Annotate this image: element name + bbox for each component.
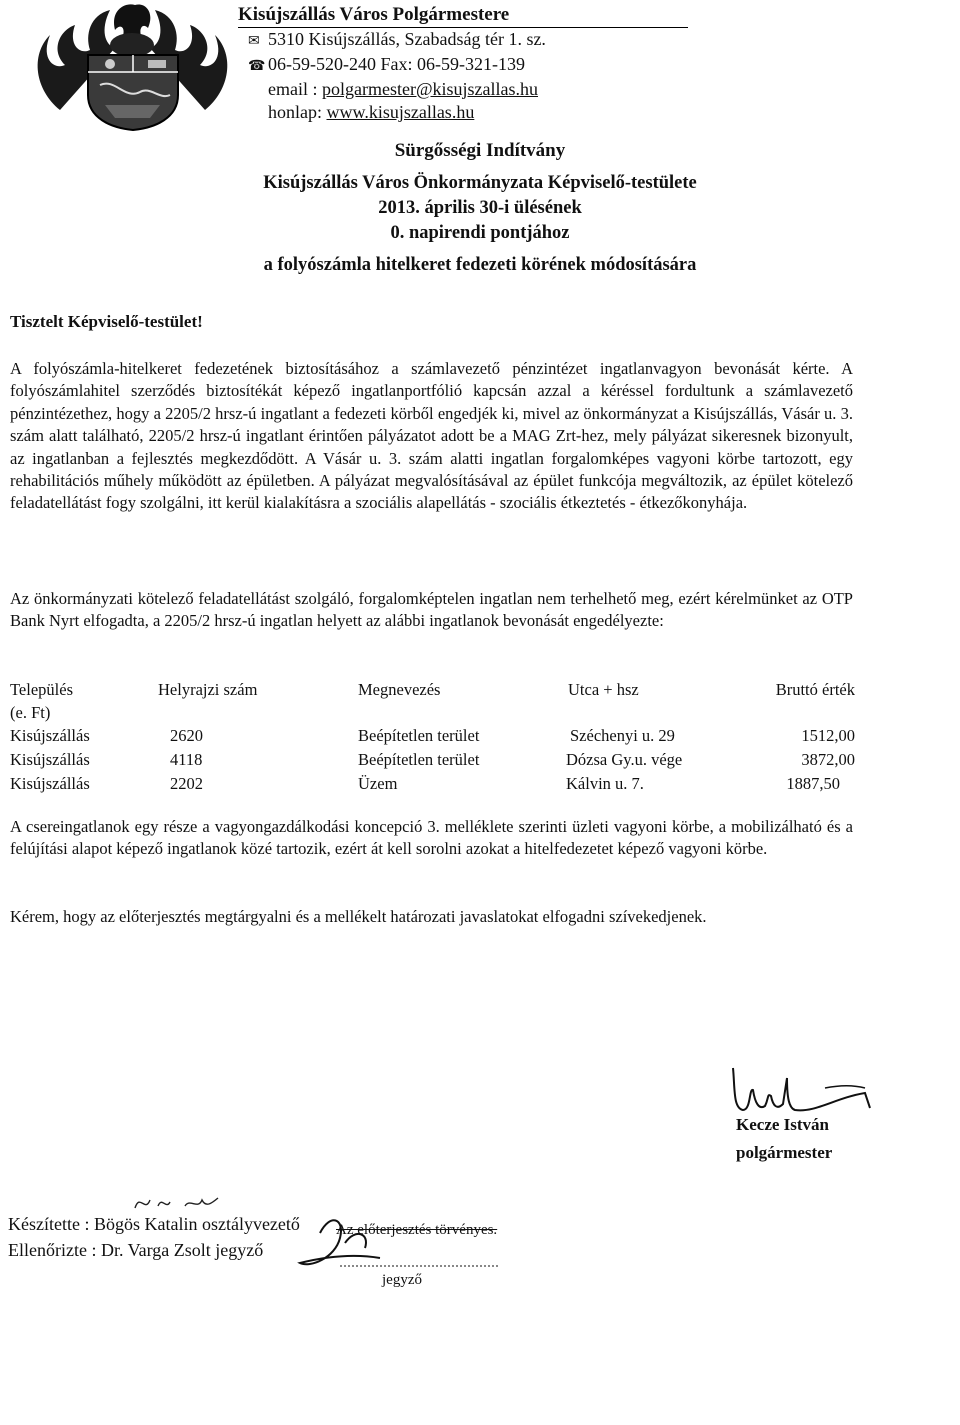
email-line	[268, 78, 698, 101]
col-header-parcel: Helyrajzi szám	[158, 680, 258, 699]
legality-stamp: Az előterjesztés törvényes.	[336, 1222, 498, 1238]
meeting-date: 2013. április 30-i ülésének	[378, 198, 582, 218]
paragraph-2-text: Az önkormányzati kötelező feladatellátást szolgáló, forgalomképtelen ingatlan nem terhelhető meg, ezért kérelmünket az OTP Bank Nyrt elfogadta, a 2205/2 hrsz-ú ingatlan helyett az alábbi ingatlanok bevonását engedélyezte:	[10, 589, 853, 631]
phone-icon: ☎	[248, 59, 266, 74]
cell-settlement: Kisújszállás	[10, 774, 90, 793]
cell-name: Beépítetlen terület	[358, 726, 480, 745]
paragraph-3-text: A csereingatlanok egy része a vagyongazdálkodási koncepció 3. melléklete szerinti üzleti vagyoni körbe, a mobilizálható és a felújítási alapot képező ingatlanok közé tartozik, ezért át kell sorolni azokat a hitelfedezetet képező vagyoni körbe.	[10, 817, 853, 859]
cell-address: Széchenyi u. 29	[570, 726, 675, 745]
cell-parcel: 2620	[170, 726, 203, 745]
envelope-icon: ✉	[248, 34, 260, 49]
mayor-title: polgármester	[736, 1143, 833, 1162]
subject: a folyószámla hitelkeret fedezeti körének módosítására	[263, 255, 697, 275]
table-row	[10, 724, 855, 748]
table-header-row	[10, 678, 855, 701]
checked-by: Ellenőrizte : Dr. Varga Zsolt jegyző	[8, 1240, 264, 1260]
address-text: 5310 Kisújszállás, Szabadság tér 1. sz.	[268, 29, 546, 49]
phone-line	[248, 53, 698, 78]
cell-settlement: Kisújszállás	[10, 726, 90, 745]
paragraph-4-text: Kérem, hogy az előterjesztés megtárgyalni és a mellékelt határozati javaslatokat elfogadni szívekedjenek.	[10, 907, 707, 926]
property-table	[10, 678, 855, 796]
paragraph-1-text: A folyószámla-hitelkeret fedezetének biztosításához a számlavezető pénzintézet ingatlanvagyon bevonását kérte. A folyószámlahitel szerződés biztosítékát képező ingatlanportfólió kapcsán azzal a kéréssel fordultunk a számlavezető pénzintézethez, hogy a 2205/2 hrsz-ú ingatlant a fedezeti körből engedjék ki, mivel az önkormányzat a Kisújszállás, Vásár u. 3. szám alatt található, 2205/2 hrsz-ú ingatlant érintően pályázatot adott be a MAG Zrt-hez, mely pályázat sikeresnek bizonyult, az ingatlanban a fejlesztés megkezdődött. A Vásár u. 3. szám alatti ingatlan forgalomképes vagyoni körbe tartozott, egy rehabilitációs műhely működött az épületben. A pályázat megvalósításával az épület funkcója megváltozik, az épület kötelező feladatellátást fogy szolgálni, itt kerül kialakításra a szociális alapellátás - szociális étkeztetés - étkezőkonyhája.	[10, 359, 853, 513]
letterhead-title: Kisújszállás Város Polgármestere	[238, 4, 688, 28]
prepared-by: Készítette : Bögös Katalin osztályvezető	[8, 1214, 300, 1234]
cell-value: 1512,00	[801, 726, 855, 745]
col-header-value: Bruttó érték	[775, 680, 855, 699]
letterhead	[238, 4, 698, 124]
cell-name: Beépítetlen terület	[358, 750, 480, 769]
col-header-name: Megnevezés	[358, 680, 441, 699]
paragraph-2	[10, 588, 853, 633]
document-type: Sürgősségi Indítvány	[394, 140, 566, 161]
paragraph-4	[10, 906, 853, 928]
col-header-address: Utca + hsz	[568, 680, 639, 699]
col-header-settlement: Település	[10, 680, 73, 699]
cell-value: 1887,50	[786, 774, 840, 793]
cell-parcel: 4118	[170, 750, 203, 769]
email-label: email :	[268, 79, 318, 99]
cell-parcel: 2202	[170, 774, 203, 793]
address-line	[248, 28, 698, 53]
salutation: Tisztelt Képviselő-testület!	[10, 312, 203, 331]
unit-note: (e. Ft)	[10, 703, 51, 722]
web-link[interactable]: www.kisujszallas.hu	[326, 102, 475, 122]
paragraph-1	[10, 358, 853, 515]
cell-address: Kálvin u. 7.	[566, 774, 644, 793]
table-row	[10, 772, 855, 796]
cell-name: Üzem	[358, 774, 398, 793]
city-coat-of-arms	[30, 0, 235, 132]
cell-value: 3872,00	[801, 750, 855, 769]
cell-address: Dózsa Gy.u. vége	[566, 750, 683, 769]
phone-text: 06-59-520-240 Fax: 06-59-321-139	[268, 54, 525, 74]
web-line	[268, 101, 698, 124]
notary-label: jegyző	[382, 1272, 422, 1288]
agenda-item: 0. napirendi pontjához	[390, 223, 570, 243]
mayor-name: Kecze István	[736, 1115, 830, 1134]
email-link[interactable]: polgarmester@kisujszallas.hu	[321, 79, 539, 99]
web-label: honlap:	[268, 102, 322, 122]
paragraph-3	[10, 816, 853, 861]
body-name: Kisújszállás Város Önkormányzata Képviselő-testülete	[263, 173, 697, 193]
table-row	[10, 748, 855, 772]
cell-settlement: Kisújszállás	[10, 750, 90, 769]
